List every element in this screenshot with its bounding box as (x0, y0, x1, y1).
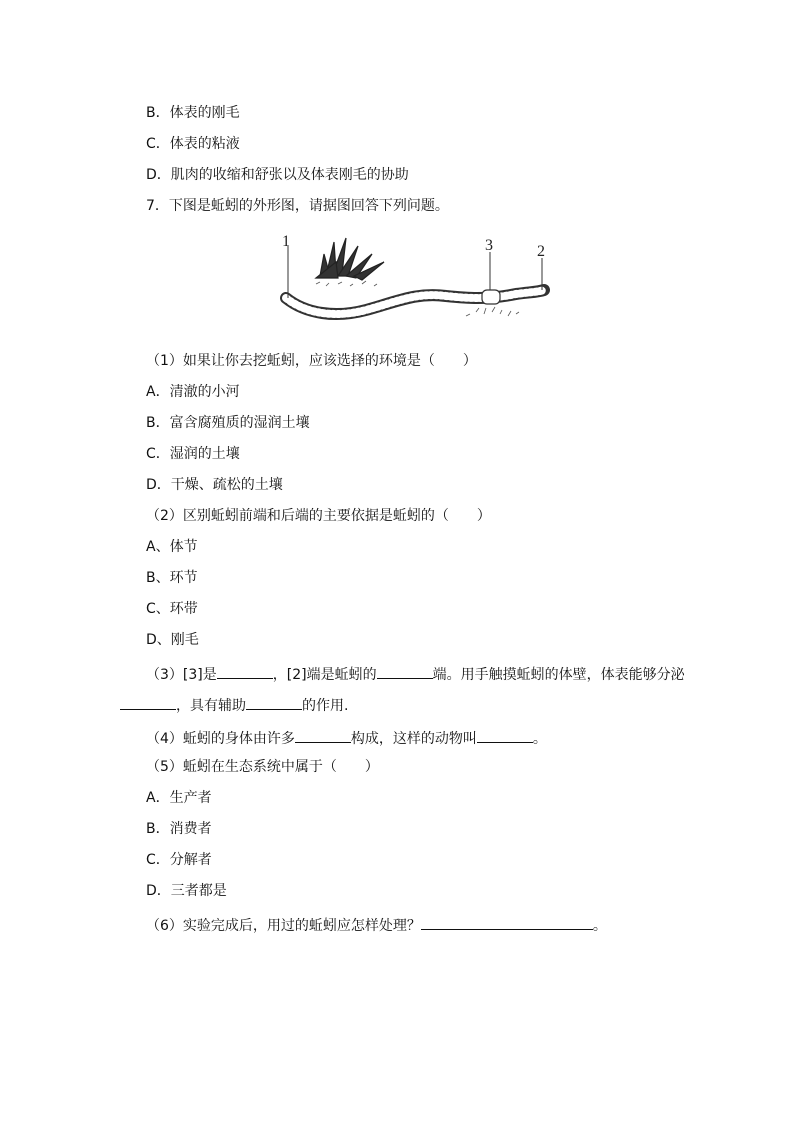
q7-sub3-line2 (120, 695, 348, 715)
q7-sub4-line (146, 728, 547, 748)
q7-sub5-option-d: D．三者都是 (146, 883, 227, 899)
q7-sub2-stem: （2）区别蚯蚓前端和后端的主要依据是蚯蚓的（ ） (146, 508, 491, 524)
figure-label-2: 2 (537, 243, 545, 260)
options-prev-d: D．肌肉的收缩和舒张以及体表刚毛的协助 (146, 167, 409, 183)
answer-blank[interactable] (120, 695, 176, 710)
q7-sub4-text-1: （4）蚯蚓的身体由许多 (146, 731, 295, 747)
options-prev-b: B．体表的刚毛 (146, 105, 240, 121)
q7-sub5-option-c: C．分解者 (146, 852, 212, 868)
answer-blank[interactable] (421, 915, 593, 930)
figure-label-3: 3 (485, 237, 493, 254)
answer-blank[interactable] (377, 664, 433, 679)
q7-sub3-text-4: ，具有辅助 (176, 698, 246, 714)
q7-sub1-stem: （1）如果让你去挖蚯蚓，应该选择的环境是（ ） (146, 353, 477, 369)
clitellum (482, 290, 500, 304)
q7-sub2-option-b: B、环节 (146, 570, 198, 586)
q7-sub1-option-a: A．清澈的小河 (146, 384, 240, 400)
q7-sub2-option-d: D、刚毛 (146, 632, 199, 648)
options-prev-c: C．体表的粘液 (146, 136, 240, 152)
q7-sub3-text-5: 的作用. (302, 698, 349, 714)
q7-sub2-option-c: C、环带 (146, 601, 198, 617)
figure-label-1: 1 (282, 233, 290, 250)
q7-sub4-text-3: 。 (532, 731, 547, 747)
q7-sub3-text-2: ，[2]端是蚯蚓的 (272, 667, 377, 683)
q7-sub1-option-d: D．干燥、疏松的土壤 (146, 477, 283, 493)
grass-illustration (316, 238, 384, 280)
q7-sub1-option-b: B．富含腐殖质的湿润土壤 (146, 415, 310, 431)
q7-sub6-line (146, 915, 607, 935)
q7-sub5-option-b: B．消费者 (146, 821, 212, 837)
q7-sub3-line1 (146, 664, 685, 684)
q7-sub6-text-2: 。 (592, 918, 607, 934)
q7-sub6-text-1: （6）实验完成后，用过的蚯蚓应怎样处理？ (146, 918, 421, 934)
q7-sub2-option-a: A、体节 (146, 539, 198, 555)
answer-blank[interactable] (477, 728, 533, 743)
question-7-stem: 7．下图是蚯蚓的外形图，请据图回答下列问题。 (146, 198, 449, 214)
answer-blank[interactable] (246, 695, 302, 710)
q7-sub5-stem: （5）蚯蚓在生态系统中属于（ ） (146, 759, 379, 775)
q7-sub5-option-a: A．生产者 (146, 790, 212, 806)
answer-blank[interactable] (217, 664, 273, 679)
q7-sub4-text-2: 构成，这样的动物叫 (350, 731, 477, 747)
q7-sub1-option-c: C．湿润的土壤 (146, 446, 240, 462)
answer-blank[interactable] (295, 728, 351, 743)
q7-sub3-text-1: （3）[3]是 (146, 667, 217, 683)
q7-sub3-text-3: 端。用手触摸蚯蚓的体壁，体表能够分泌 (432, 667, 685, 683)
earthworm-figure (276, 232, 552, 330)
